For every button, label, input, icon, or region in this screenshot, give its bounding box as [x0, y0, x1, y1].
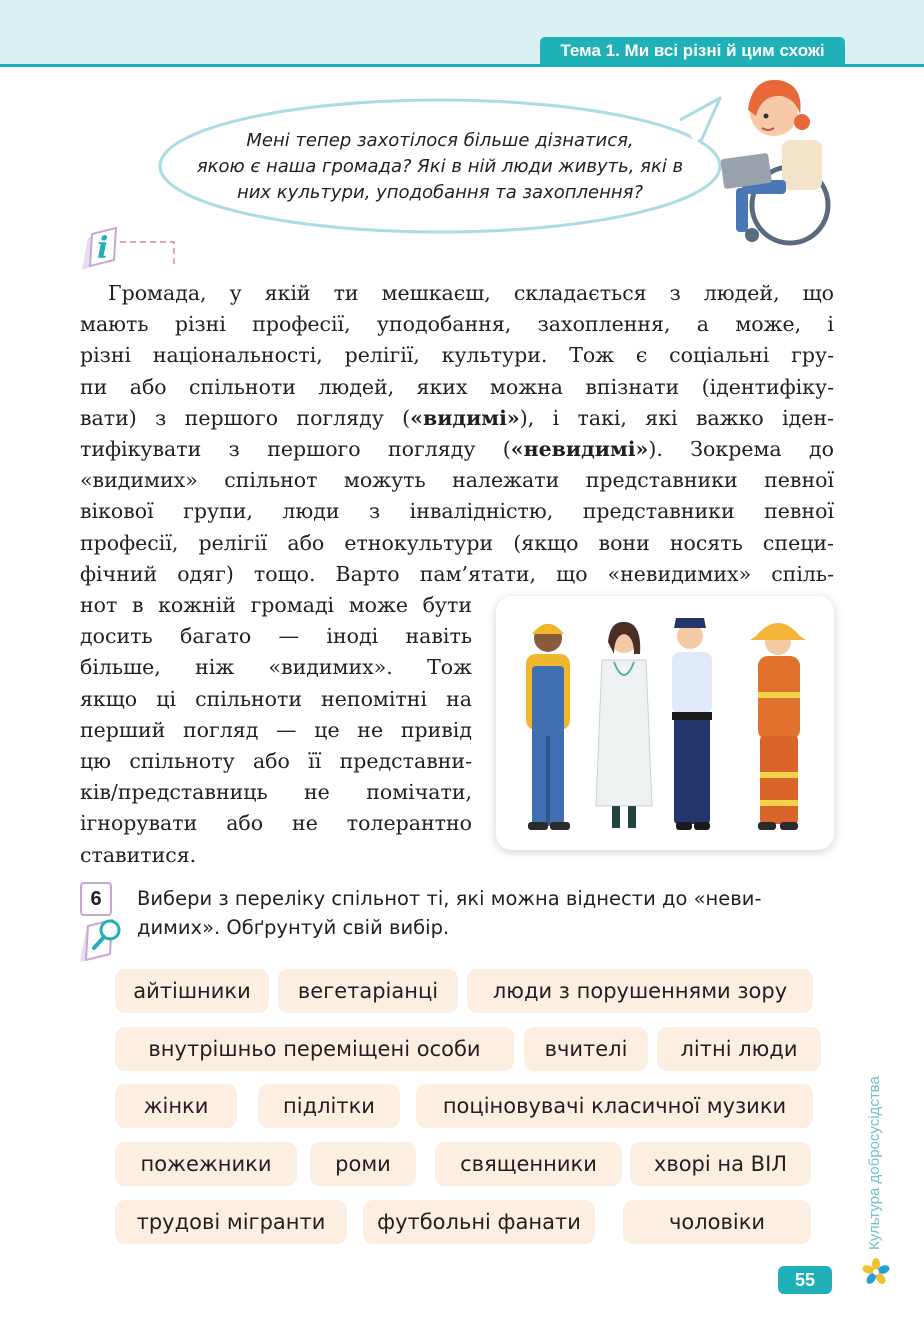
girl-wheelchair-illustration: [712, 70, 842, 250]
text-line: «видимих» спільнот можуть належати представники певної: [80, 468, 834, 493]
text-line: вікової групи, люди з інвалідністю, представники певної: [80, 499, 834, 524]
text-span: ). Зокрема до: [648, 437, 834, 462]
term-invisible: «невидимі»: [510, 437, 649, 462]
info-icon: [78, 220, 178, 274]
text-line: ігнорувати або не толерантно: [80, 811, 472, 836]
text-line: різні національності, релігії, культури. Тож є соціальні гру-: [80, 343, 834, 368]
task-line: димих». Обґрунтуй свій вибір.: [137, 916, 450, 939]
chip-classical-music: поціновувачі класичної музики: [416, 1084, 813, 1128]
text-line: Громада, у якій ти мешкаєш, складається з людей, що: [108, 281, 834, 305]
text-line: цю спільноту або її представни-: [80, 749, 472, 774]
professions-figures: [496, 596, 834, 850]
police-figure: [672, 618, 712, 830]
chip-migrants: трудові мігранти: [115, 1200, 347, 1244]
task-number: 6: [80, 882, 112, 916]
flower-icon: [862, 1258, 890, 1286]
text-line: якщо ці спільноти непомітні на: [80, 686, 472, 711]
text-line: фічний одяг) тощо. Варто пам’ятати, що «невидимих» спіль-: [80, 561, 834, 586]
bubble-line: них культури, уподобання та захоплення?: [236, 182, 644, 203]
speech-bubble-text: [170, 128, 710, 206]
chip-football-fans: футбольні фанати: [363, 1200, 595, 1244]
chip-men: чоловіки: [623, 1200, 811, 1244]
text-line: перший погляд — це не привід: [80, 717, 472, 742]
chip-it: айтішники: [115, 969, 269, 1013]
text-line: ставитися.: [80, 842, 197, 867]
text-line: [80, 403, 834, 434]
chip-teachers: вчителі: [524, 1027, 648, 1071]
text-span: вати) з першого погляду (: [80, 405, 411, 430]
text-line: мають різні професії, уподобання, захоплення, а може, і: [80, 312, 834, 337]
svg-text:i: i: [97, 231, 109, 266]
task-text: [137, 884, 837, 942]
chip-teenagers: підлітки: [258, 1084, 400, 1128]
text-line: пи або спільноти людей, яких можна впізнати (ідентифіку-: [80, 374, 834, 399]
magnifier-icon: [78, 914, 126, 966]
bubble-line: якою є наша громада? Які в ній люди живуть, які в: [196, 156, 684, 177]
side-label: Культура добросусідства: [866, 1076, 883, 1250]
chip-elderly: літні люди: [657, 1027, 821, 1071]
chip-visually-impaired: люди з порушеннями зору: [467, 969, 813, 1013]
chip-idp: внутрішньо переміщені особи: [115, 1027, 514, 1071]
chip-vegetarians: вегетаріанці: [278, 969, 458, 1013]
text-span: тифікувати з першого погляду (: [80, 437, 511, 462]
page-number: 55: [778, 1266, 832, 1294]
chip-firefighters: пожежники: [115, 1142, 297, 1186]
text-line: професії, релігії або етнокультури (якщо вони носять специ-: [80, 530, 834, 555]
text-line: досить багато — іноді навіть: [80, 624, 472, 649]
chip-women: жінки: [115, 1084, 237, 1128]
doctor-figure: [596, 622, 652, 828]
firefighter-figure: [750, 623, 806, 830]
chip-hiv: хворі на ВІЛ: [630, 1142, 811, 1186]
text-line: ків/представниць не помічати,: [80, 780, 472, 805]
task-line: Вибери з переліку спільнот ті, які можна віднести до «неви-: [137, 887, 762, 910]
chip-roma: роми: [310, 1142, 416, 1186]
builder-figure: [526, 624, 570, 830]
term-visible: «видимі»: [410, 405, 520, 430]
text-line: більше, ніж «видимих». Тож: [80, 655, 472, 680]
chip-priests: священники: [435, 1142, 622, 1186]
professions-illustration: [496, 596, 834, 850]
text-line: нот в кожній громаді може бути: [80, 593, 472, 618]
topic-tag: Тема 1. Ми всі різні й цим схожі: [540, 37, 845, 65]
text-line: [80, 434, 834, 465]
text-span: ), і такі, які важко іден-: [519, 405, 834, 430]
bubble-line: Мені тепер захотілося більше дізнатися,: [246, 130, 634, 151]
